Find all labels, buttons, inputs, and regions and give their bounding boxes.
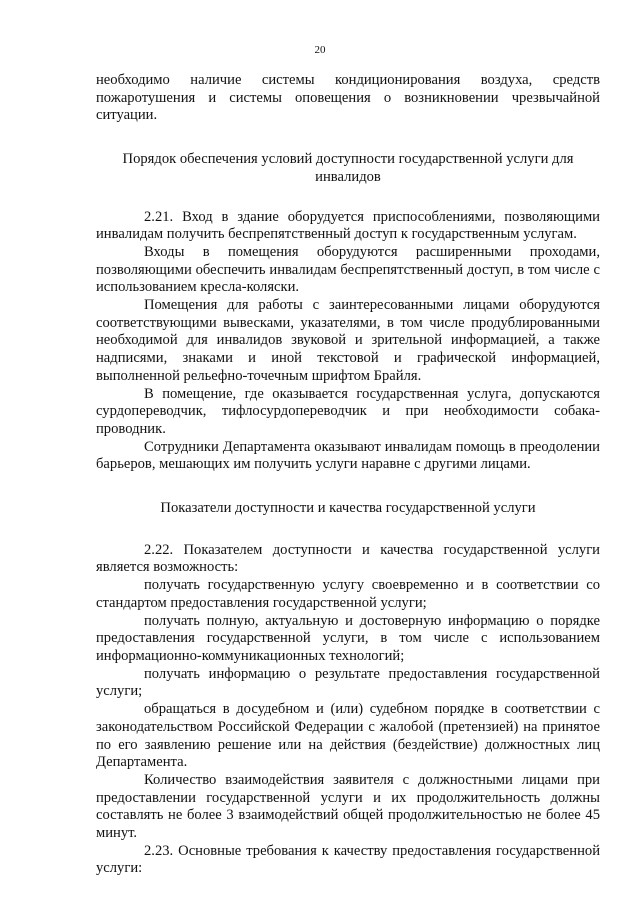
paragraph: 2.23. Основные требования к качеству предоставления государственной услуги:	[96, 842, 600, 877]
list-item: получать полную, актуальную и достоверную информацию о порядке предоставления государственной услуги, в том числе с использованием информационно-коммуникационных технологий;	[96, 612, 600, 664]
paragraph: Входы в помещения оборудуются расширенными проходами, позволяющими обеспечить инвалидам беспрепятственный доступ, в том числе с использованием кресла-коляски.	[96, 243, 600, 296]
section-heading-accessibility: Порядок обеспечения условий доступности государственной услуги для инвалидов	[122, 151, 574, 185]
paragraph: Помещения для работы с заинтересованными лицами оборудуются соответствующими вывесками, указателями, в том числе продублированными необходимой для инвалидов звуковой и зрительной информацией, а также надписями, знаками и иной текстовой и графической информацией, выполненной рельефно-точечным шрифтом Брайля.	[96, 297, 600, 384]
paragraph: Количество взаимодействия заявителя с должностными лицами при предоставлении государственной услуги и их продолжительность должны составлять не более 3 взаимодействий общей продолжительностью не более 45 минут.	[96, 771, 600, 842]
paragraph: 2.22. Показателем доступности и качества государственной услуги является возможность:	[96, 541, 600, 576]
paragraph: В помещение, где оказывается государственная услуга, допускаются сурдопереводчик, тифлосурдопереводчик и при необходимости собака-проводник.	[96, 385, 600, 437]
page-number: 20	[314, 44, 326, 56]
paragraph: 2.21. Вход в здание оборудуется приспособлениями, позволяющими инвалидам получить беспрепятственный доступ к государственным услугам.	[96, 208, 600, 243]
section-heading-quality: Показатели доступности и качества государственной услуги	[160, 500, 536, 517]
spacer	[96, 474, 600, 500]
list-item: получать информацию о результате предоставления государственной услуги;	[96, 665, 600, 700]
list-item: обращаться в досудебном и (или) судебном порядке в соответствии с законодательством Российской Федерации с жалобой (претензией) на принятое по его заявлению решение или на действия (бездействие) должностных лиц Департамента.	[96, 701, 600, 771]
spacer	[96, 187, 600, 209]
list-item: получать государственную услугу своевременно и в соответствии со стандартом предоставления государственной услуги;	[96, 577, 600, 611]
spacer	[96, 125, 600, 151]
intro-paragraph: необходимо наличие системы кондиционирования воздуха, средств пожаротушения и системы оповещения о возникновении чрезвычайной ситуации.	[96, 72, 600, 124]
spacer	[96, 518, 600, 542]
document-body	[96, 72, 600, 878]
paragraph: Сотрудники Департамента оказывают инвалидам помощь в преодолении барьеров, мешающих им получить услуги наравне с другими лицами.	[96, 438, 600, 473]
